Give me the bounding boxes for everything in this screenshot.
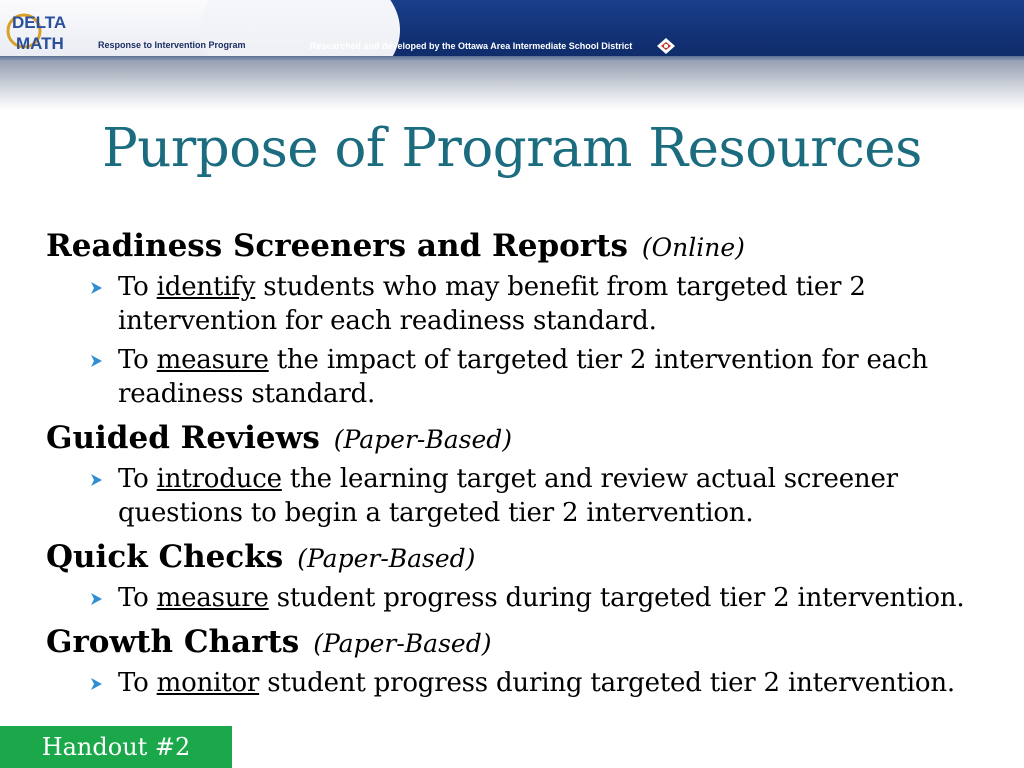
- section-heading-text: Growth Charts: [46, 624, 300, 660]
- section-heading: [46, 416, 1006, 462]
- slide-content: [46, 224, 1006, 705]
- svg-text:DELTA: DELTA: [12, 13, 67, 32]
- bullet-list: [46, 666, 1006, 700]
- section-note: (Paper-Based): [333, 425, 513, 454]
- section-readiness-screeners: [46, 224, 1006, 411]
- slide-title: Purpose of Program Resources: [102, 118, 922, 179]
- delta-math-logo: [6, 6, 96, 56]
- bullet-keyword: monitor: [156, 668, 260, 698]
- bullet-list: [46, 581, 1006, 615]
- bullet-keyword: measure: [156, 583, 269, 613]
- bullet-keyword: measure: [156, 345, 269, 375]
- arrow-bullet-icon: [89, 473, 103, 487]
- section-heading-text: Readiness Screeners and Reports: [46, 228, 628, 264]
- section-growth-charts: [46, 620, 1006, 700]
- researched-by-text: Researched and developed by the Ottawa Area Intermediate School District: [310, 41, 633, 51]
- bullet-prefix: To: [118, 583, 157, 613]
- bullet-item: [46, 343, 1006, 411]
- section-guided-reviews: [46, 416, 1006, 530]
- svg-text:MATH: MATH: [16, 34, 64, 53]
- banner-curve: [200, 0, 400, 62]
- bullet-prefix: To: [118, 345, 157, 375]
- section-heading: [46, 224, 1006, 270]
- bullet-list: [46, 462, 1006, 530]
- program-name: Response to Intervention Program: [98, 40, 246, 50]
- arrow-bullet-icon: [89, 592, 103, 606]
- bullet-text: student progress during targeted tier 2 intervention.: [259, 668, 955, 698]
- arrow-bullet-icon: [89, 281, 103, 295]
- bullet-item: [46, 462, 1006, 530]
- section-heading: [46, 535, 1006, 581]
- section-quick-checks: [46, 535, 1006, 615]
- bullet-prefix: To: [118, 272, 157, 302]
- arrow-bullet-icon: [89, 677, 103, 691]
- bullet-keyword: introduce: [156, 464, 282, 494]
- section-heading: [46, 620, 1006, 666]
- bullet-text: the impact of targeted tier 2 intervention for each readiness standard.: [118, 345, 928, 409]
- bullet-item: [46, 666, 1006, 700]
- bullet-item: [46, 581, 1006, 615]
- bullet-text: the learning target and review actual screener questions to begin a targeted tier 2 intervention.: [118, 464, 898, 528]
- bullet-list: [46, 270, 1006, 411]
- header-banner: [0, 0, 1024, 62]
- arrow-bullet-icon: [89, 354, 103, 368]
- section-note: (Paper-Based): [297, 544, 476, 573]
- bullet-keyword: identify: [156, 272, 256, 302]
- section-heading-text: Quick Checks: [46, 539, 284, 575]
- section-note: (Paper-Based): [313, 629, 492, 658]
- section-heading-text: Guided Reviews: [46, 420, 320, 456]
- bullet-text: student progress during targeted tier 2 intervention.: [268, 583, 965, 613]
- handout-label: Handout #2: [0, 726, 232, 768]
- bullet-text: students who may benefit from targeted tier 2 intervention for each readiness standard.: [118, 272, 866, 336]
- bullet-prefix: To: [118, 464, 157, 494]
- section-note: (Online): [641, 233, 745, 262]
- bullet-prefix: To: [118, 668, 157, 698]
- bullet-item: [46, 270, 1006, 338]
- banner-shadow: [0, 62, 1024, 110]
